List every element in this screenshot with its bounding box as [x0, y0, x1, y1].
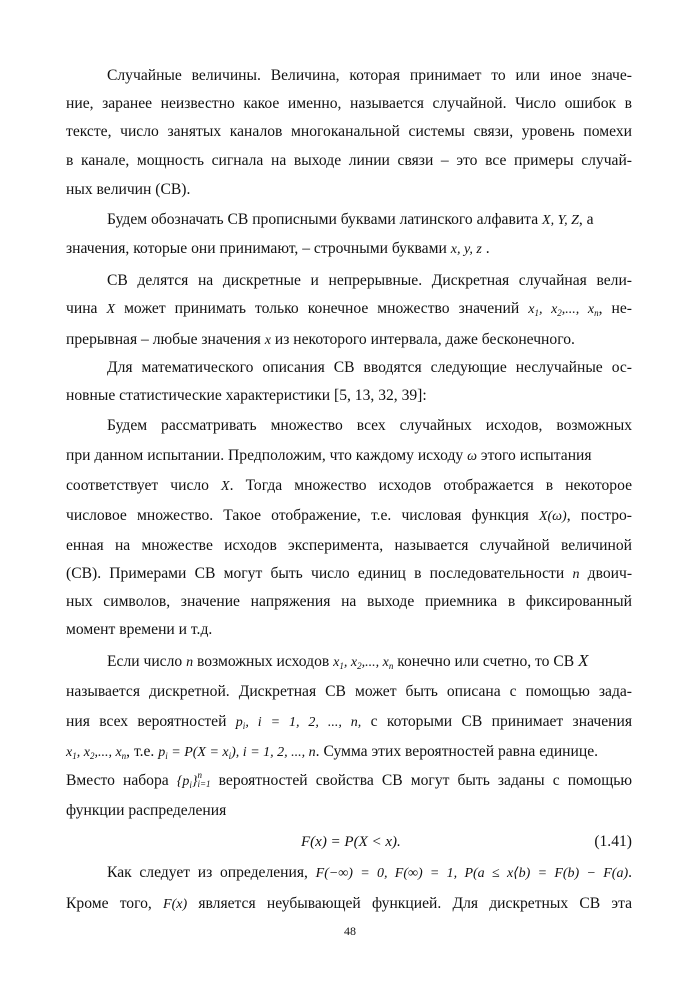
- text-line: [66, 712, 632, 732]
- math: ), i = 1, 2, ..., n: [231, 745, 316, 760]
- text-line: [66, 239, 632, 259]
- text-line: [107, 651, 632, 671]
- text: Как следует из определения,: [107, 864, 308, 881]
- text: при данном испытании. Предположим, что каждому исходу: [66, 447, 464, 464]
- text: Кроме того,: [66, 895, 152, 912]
- math-x-seq: $x_1$, $x_2$,..., $x_n$: [528, 302, 599, 318]
- math: X: [221, 479, 230, 494]
- text: СВ делятся на дискретные и непрерывные. Дискретная случайная вели-: [107, 272, 632, 289]
- text: с которыми СВ принимает значения: [370, 713, 632, 730]
- math: , i = 1, 2, ..., n,: [245, 715, 362, 730]
- text: ных символов, значение напряжения на выходе приемника в фиксированный: [66, 593, 632, 610]
- text: Вместо набора: [66, 772, 169, 789]
- math: x, y, z: [450, 242, 482, 257]
- math: F(−∞) = 0, F(∞) = 1, P(a ≤ x⟨b) = F(b) − F(a): [315, 866, 629, 881]
- text: функции распределения: [66, 802, 227, 819]
- math: X: [106, 302, 116, 317]
- text: двоич-: [587, 565, 633, 582]
- text-line: [66, 94, 632, 114]
- text-line: [66, 564, 632, 584]
- page-number: 48: [344, 924, 356, 938]
- equation-number: (1.41): [594, 833, 632, 850]
- text-line: [66, 801, 632, 821]
- text: , не-: [598, 300, 632, 317]
- text-line: [66, 506, 632, 526]
- text-line: [66, 476, 632, 496]
- equation: F(x) = P(X < x).: [301, 834, 401, 850]
- text: прерывная – любые значения: [66, 331, 261, 348]
- text-line: [107, 210, 632, 230]
- text-line: [66, 536, 632, 556]
- text: Случайные величины. Величина, которая принимает то или иное значе-: [107, 67, 632, 84]
- text-line: [107, 358, 632, 378]
- text: может принимать только конечное множество значений: [124, 300, 520, 317]
- math: n: [572, 567, 580, 582]
- text-line: [66, 180, 632, 200]
- math: ω: [467, 449, 477, 464]
- math-prob: $p_i = P(X = x_i)$, i = 1, 2, ..., n: [158, 745, 316, 761]
- text: , постро-: [566, 507, 632, 524]
- text: . Тогда множество исходов отображается в некоторое: [229, 477, 632, 494]
- text: момент времени и т.д.: [66, 621, 213, 638]
- text-line: [66, 592, 632, 612]
- text: , а: [578, 211, 594, 228]
- math: X, Y, Z: [542, 213, 579, 228]
- text: (СВ). Примерами СВ могут быть число единиц в последовательности: [66, 565, 565, 582]
- text-line: [66, 446, 632, 466]
- math: X(ω): [538, 509, 567, 524]
- math: = P(X = x: [171, 745, 229, 760]
- text-line: [66, 894, 632, 914]
- text: конечно или счетно, то СВ: [397, 653, 575, 670]
- text: ных величин (СВ).: [66, 181, 191, 198]
- text: тексте, число занятых каналов многоканальной системы связи, уровень помехи: [66, 123, 632, 140]
- text-line: [66, 122, 632, 142]
- text: новные статистические характеристики [5, 13, 32, 39]:: [66, 387, 427, 404]
- text: ния всех вероятностей: [66, 713, 227, 730]
- text: значения, которые они принимают, – строчными буквами: [66, 240, 447, 257]
- text: енная на множестве исходов эксперимента, называется случайной величиной: [66, 537, 632, 554]
- text-line: [107, 863, 632, 883]
- text: Будем обозначать СВ прописными буквами латинского алфавита: [107, 211, 539, 228]
- text-line: [66, 386, 632, 406]
- text-line: [66, 771, 632, 791]
- text-line: [66, 330, 632, 350]
- text: числовое множество. Такое отображение, т.е. числовая функция: [66, 507, 529, 524]
- text: вероятностей свойства СВ могут быть заданы с помощью: [218, 772, 632, 789]
- text-line: [66, 742, 632, 762]
- text: ние, заранее неизвестно какое именно, называется случайной. Число ошибок в: [66, 95, 632, 112]
- text: из некоторого интервала, даже бесконечного.: [274, 331, 575, 348]
- text: .: [485, 240, 490, 257]
- text: в канале, мощность сигнала на выходе линии связи – это все примеры случай-: [66, 152, 632, 169]
- text-line: [107, 416, 632, 436]
- text-line: [66, 299, 632, 319]
- equation-line: [66, 832, 632, 852]
- text: Будем рассматривать множество всех случайных исходов, возможных: [107, 417, 632, 434]
- text: этого испытания: [480, 447, 592, 464]
- math-p: $p_i$, i = 1, 2, ..., n,: [235, 715, 362, 731]
- text: чина: [66, 300, 98, 317]
- text-line: [107, 271, 632, 291]
- text: Если число: [107, 653, 183, 670]
- text: соответствует число: [66, 477, 209, 494]
- math: F(x): [163, 897, 188, 912]
- text: является неубывающей функцией. Для дискретных СВ эта: [198, 895, 633, 912]
- text-line: [107, 66, 632, 86]
- text: .: [628, 864, 633, 881]
- math-x-seq: $x_1$, $x_2$,..., $x_n$: [66, 745, 127, 761]
- math: n: [186, 655, 194, 670]
- math-x-seq: $x_1$, $x_2$,..., $x_n$: [333, 655, 394, 671]
- text-line: [66, 151, 632, 171]
- math: p: [235, 715, 243, 730]
- math: X: [578, 651, 589, 670]
- text: называется дискретной. Дискретная СВ может быть описана с помощью зада-: [66, 683, 632, 700]
- math-set: $\{p_i\}$ n i=1: [176, 770, 211, 790]
- text-line: [66, 620, 632, 640]
- text: Для математического описания СВ вводятся следующие неслучайные ос-: [107, 359, 632, 376]
- text: . Сумма этих вероятностей равна единице.: [315, 743, 599, 760]
- text: , т.е.: [126, 743, 155, 760]
- text-line: [66, 682, 632, 702]
- text: возможных исходов: [196, 653, 330, 670]
- math: x: [264, 333, 271, 348]
